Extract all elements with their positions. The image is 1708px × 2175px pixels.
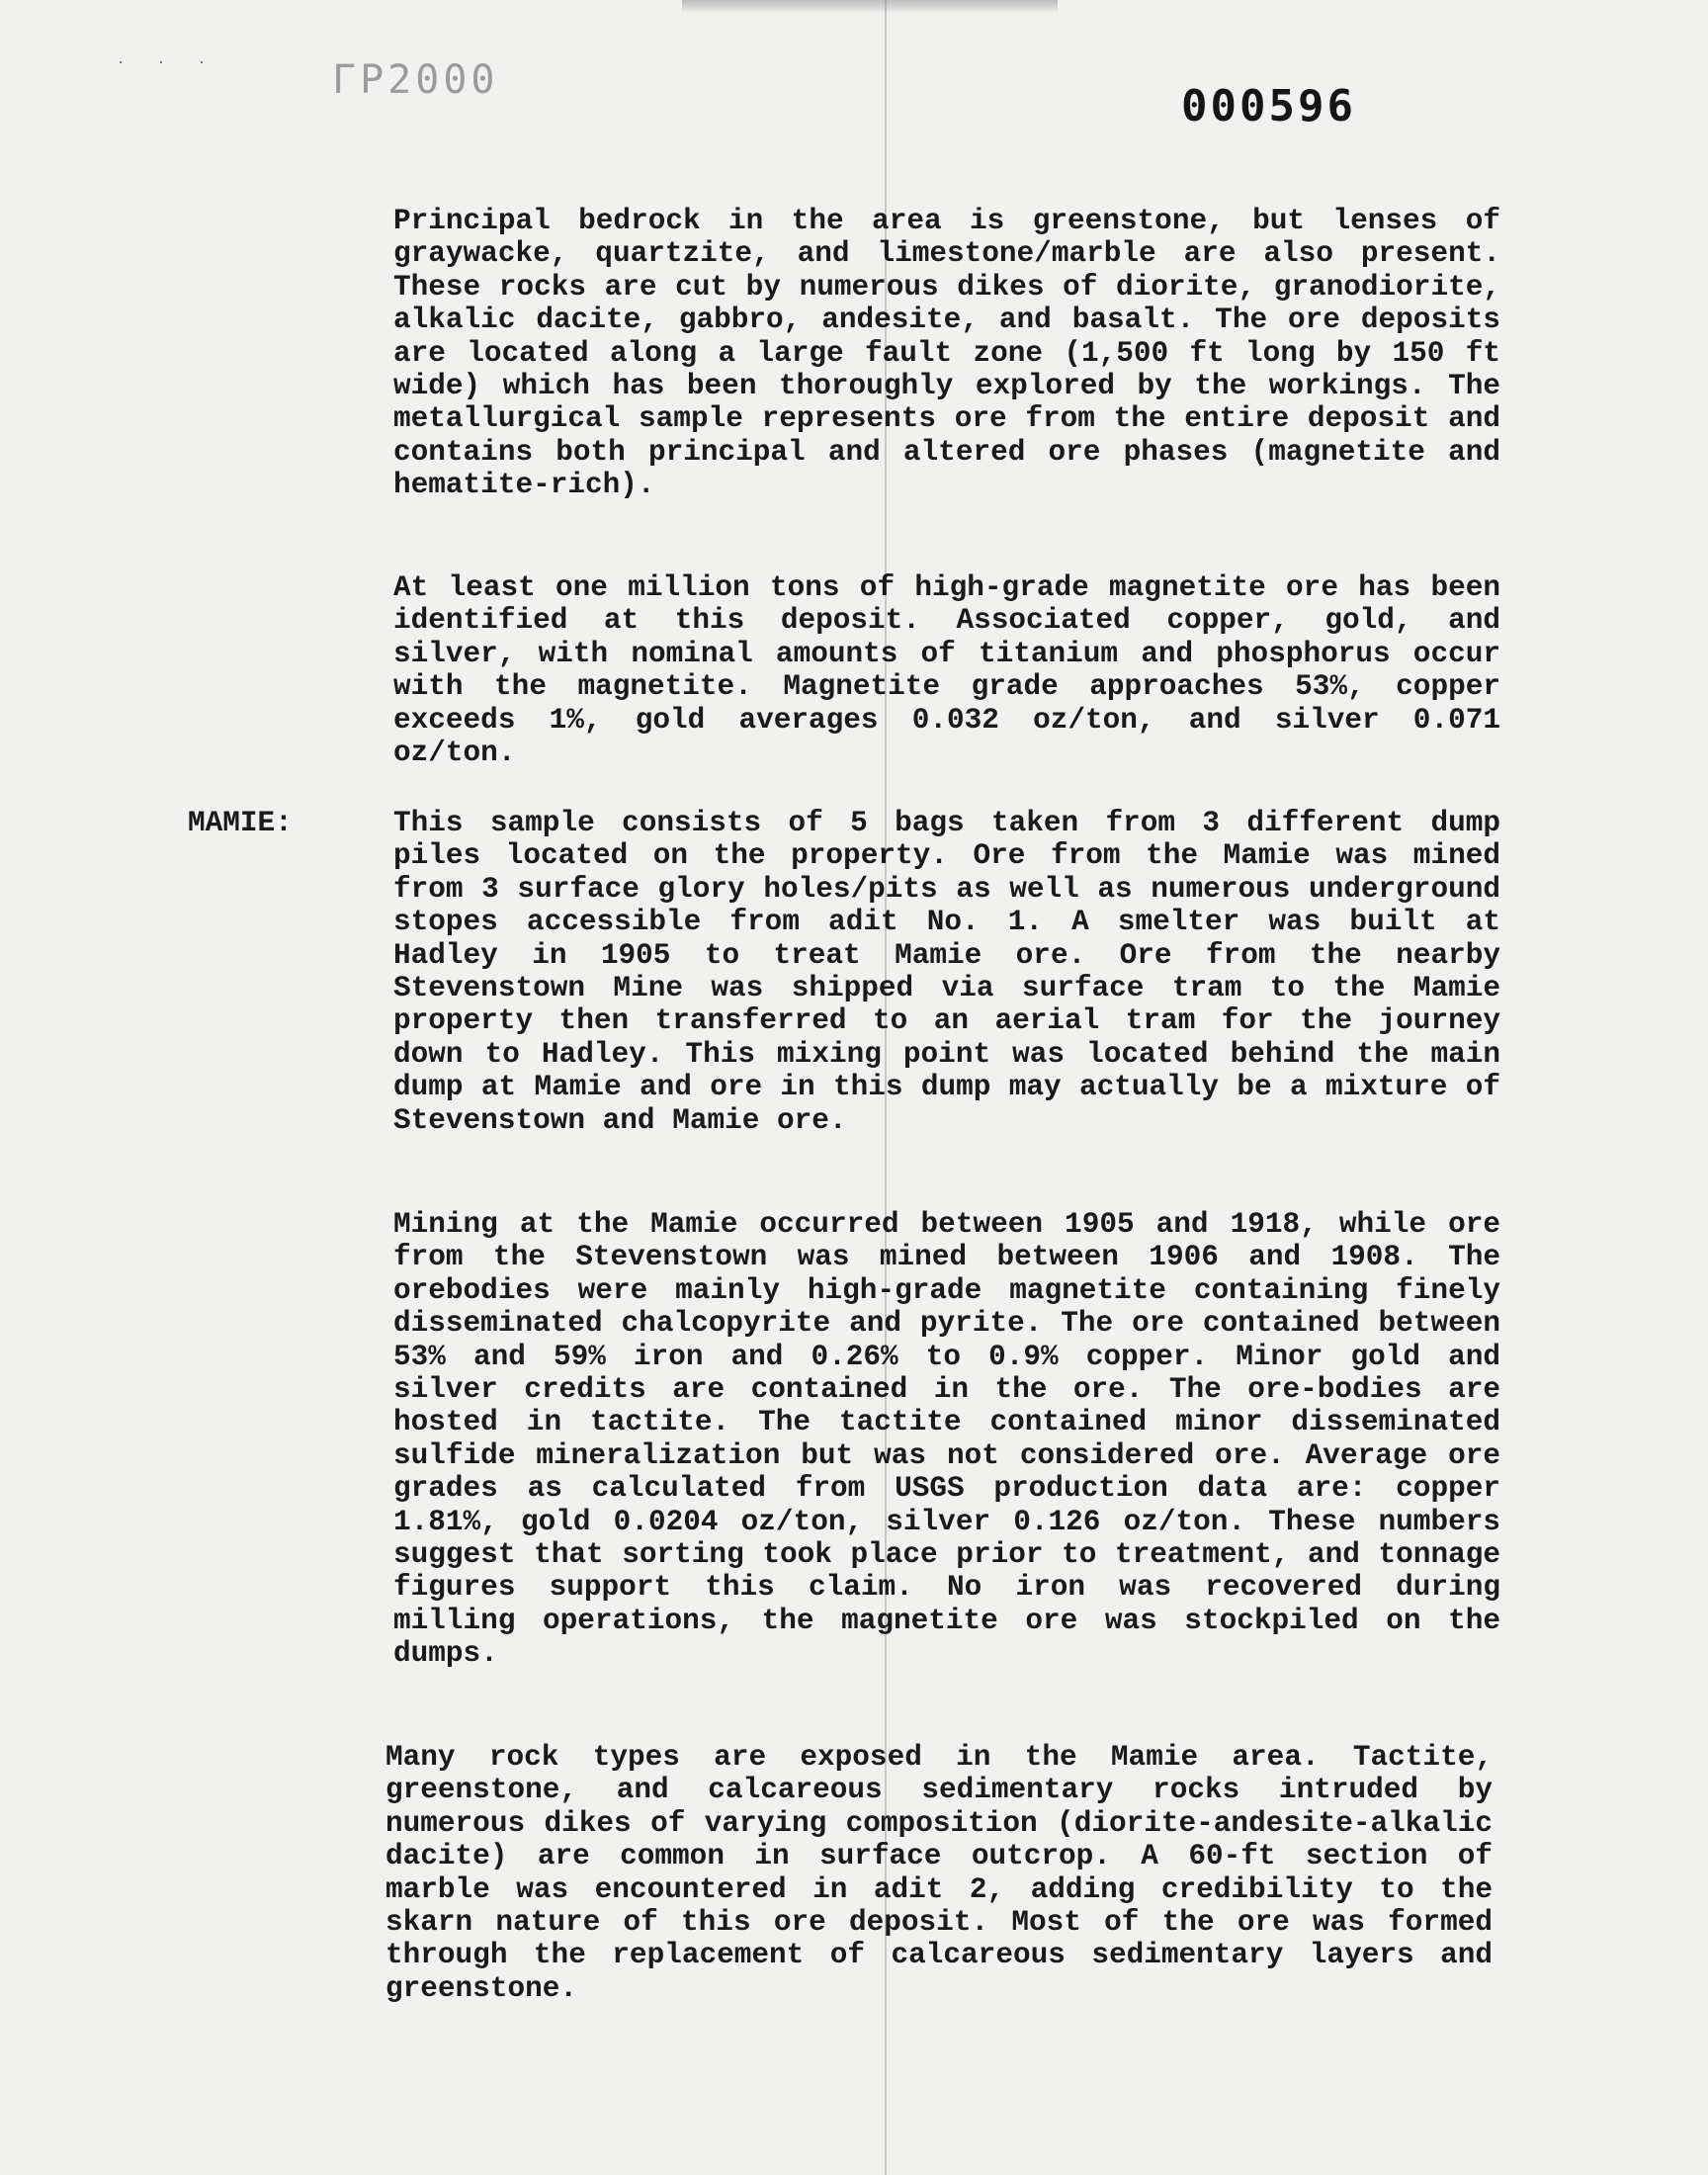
faint-stamp: ΓP2000 bbox=[332, 57, 499, 103]
paragraph-mamie-mining: Mining at the Mamie occurred between 1905 and 1918, while ore from the Stevenstown was mined between 1906 and 1908. The orebodies were mainly high-grade magnetite containing finely disseminated chalcopyrite and pyrite. The ore contained between 53% and 59% iron and 0.26% to 0.9% copper. Minor gold and silver credits are contained in the ore. The ore-bodies are hosted in tactite. The tactite contained minor disseminated sulfide mineralization but was not considered ore. Average ore grades as calculated from USGS production data are: copper 1.81%, gold 0.0204 oz/ton, silver 0.126 oz/ton. These numbers suggest that sorting took place prior to treatment, and tonnage figures support this claim. No iron was recovered during milling operations, the magnetite ore was stockpiled on the dumps. bbox=[393, 1208, 1500, 1671]
paragraph-reserves: At least one million tons of high-grade magnetite ore has been identified at this deposit. Associated copper, gold, and silver, with nominal amounts of titanium and phosphorus occur with the magnetite. Magnetite grade approaches 53%, copper exceeds 1%, gold averages 0.032 oz/ton, and silver 0.071 oz/ton. bbox=[393, 571, 1500, 770]
scan-smudge bbox=[682, 0, 1058, 14]
paragraph-mamie-geology: Many rock types are exposed in the Mamie area. Tactite, greenstone, and calcareous sedimentary rocks intruded by numerous dikes of varying composition (diorite-andesite-alkalic dacite) are common in surface outcrop. A 60-ft section of marble was encountered in adit 2, adding credibility to the skarn nature of this ore deposit. Most of the ore was formed through the replacement of calcareous sedimentary layers and greenstone. bbox=[385, 1741, 1493, 2005]
section-label-mamie: MAMIE: bbox=[188, 807, 293, 839]
paragraph-mamie-sample: This sample consists of 5 bags taken from 3 different dump piles located on the property. Ore from the Mamie was mined from 3 surface glory holes/pits as well as numerous underground stopes accessible from adit No. 1. A smelter was built at Hadley in 1905 to treat Mamie ore. Ore from the nearby Stevenstown Mine was shipped via surface tram to the Mamie property then transferred to an aerial tram for the journey down to Hadley. This mixing point was located behind the main dump at Mamie and ore in this dump may actually be a mixture of Stevenstown and Mamie ore. bbox=[393, 807, 1500, 1137]
page-number: 000596 bbox=[1181, 81, 1356, 131]
scan-specks: · · · bbox=[117, 55, 218, 71]
paragraph-bedrock: Principal bedrock in the area is greenstone, but lenses of graywacke, quartzite, and limestone/marble are also present. These rocks are cut by numerous dikes of diorite, granodiorite, alkalic dacite, gabbro, andesite, and basalt. The ore deposits are located along a large fault zone (1,500 ft long by 150 ft wide) which has been thoroughly explored by the workings. The metallurgical sample represents ore from the entire deposit and contains both principal and altered ore phases (magnetite and hematite-rich). bbox=[393, 205, 1500, 502]
